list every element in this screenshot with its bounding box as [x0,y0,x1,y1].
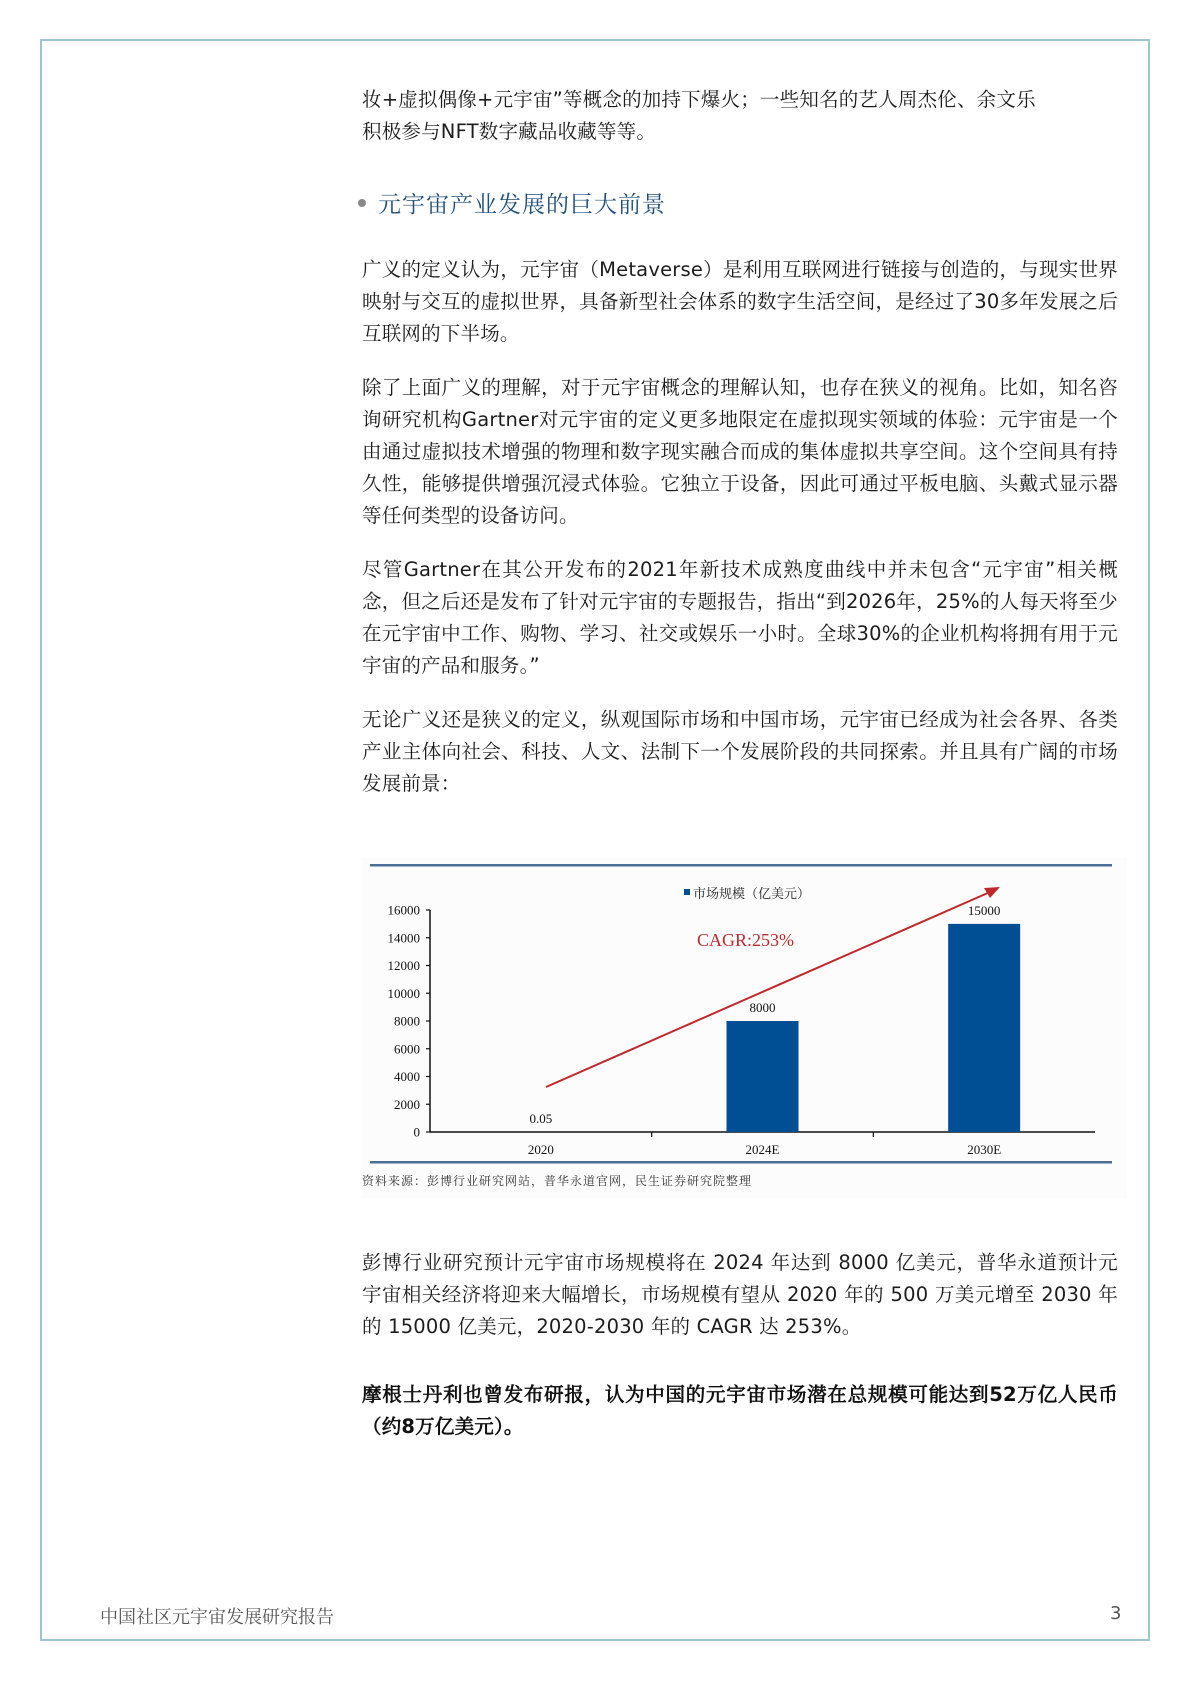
paragraph-broad-definition: 广义的定义认为，元宇宙（Metaverse）是利用互联网进行链接与创造的，与现实世界映射与交互的虚拟世界，具备新型社会体系的数字生活空间，是经过了30多年发展之后互联网的下半场。 [362,258,1118,345]
x-tick-label: 2020 [527,1142,554,1157]
market-size-chart [362,858,1127,1198]
legend-swatch [684,889,690,895]
bar [727,1021,799,1132]
x-tick-label: 2024E [745,1142,780,1157]
y-axis [388,903,431,1140]
chart-bottom-rule [370,1161,1112,1164]
paragraph-bloomberg-pwc: 彭博行业研究预计元宇宙市场规模将在 2024 年达到 8000 亿美元，普华永道预计元宇宙相关经济将迎来大幅增长，市场规模有望从 2020 年的 500 万美元增至 2030 年的 15000 亿美元，2020-2030 年的 CAGR 达 253%。 [362,1251,1118,1338]
y-tick-label: 4000 [394,1069,420,1084]
chart-source: 资料来源：彭博行业研究网站，普华永道官网，民生证券研究院整理 [362,1174,753,1188]
bar-value-label: 8000 [749,1000,776,1015]
section-heading [358,186,666,219]
y-tick-label: 8000 [394,1013,420,1029]
bullet-icon [358,199,366,207]
intro-paragraph [362,84,1118,148]
y-tick-label: 6000 [394,1041,420,1057]
y-tick-label: 0 [413,1124,420,1140]
cagr-label: CAGR:253% [697,930,795,950]
y-tick-label: 16000 [387,902,420,918]
y-tick-label: 2000 [394,1096,420,1112]
bar [948,924,1020,1132]
y-tick-label: 10000 [387,985,420,1001]
paragraph-morgan-stanley: 摩根士丹利也曾发布研报，认为中国的元宇宙市场潜在总规模可能达到52万亿人民币（约8万亿美元）。 [362,1383,1118,1438]
chart-top-rule [370,864,1112,867]
paragraph-narrow-definition: 除了上面广义的理解，对于元宇宙概念的理解认知，也存在狭义的视角。比如，知名咨询研究机构Gartner对元宇宙的定义更多地限定在虚拟现实领域的体验：元宇宙是一个由通过虚拟技术增强的物理和数字现实融合而成的集体虚拟共享空间。这个空间具有持久性，能够提供增强沉浸式体验。它独立于设备，因此可通过平板电脑、头戴式显示器等任何类型的设备访问。 [362,376,1118,527]
intro-line-2: 积极参与NFT数字藏品收藏等等。 [362,120,657,143]
bar-value-label: 15000 [967,902,1001,918]
x-tick-label: 2030E [967,1142,1002,1157]
chart-legend [684,886,810,902]
paragraph-gartner: 尽管Gartner在其公开发布的2021年新技术成熟度曲线中并未包含“元宇宙”相关概念，但之后还是发布了针对元宇宙的专题报告，指出“到2026年，25%的人每天将至少在元宇宙中工作、购物、学习、社交或娱乐一小时。全球30%的企业机构将拥有用于元宇宙的产品和服务。” [362,558,1118,677]
x-axis [430,1132,1095,1157]
y-tick-label: 12000 [387,958,420,973]
chart-svg [362,858,1127,1198]
y-tick-label: 14000 [387,930,420,946]
intro-line-1: 妆+虚拟偶像+元宇宙”等概念的加持下爆火；一些知名的艺人周杰伦、余文乐 [362,88,1036,111]
bar-value-label: 0.05 [529,1110,553,1126]
paragraph-market-outlook: 无论广义还是狭义的定义，纵观国际市场和中国市场，元宇宙已经成为社会各界、各类产业主体向社会、科技、人文、法制下一个发展阶段的共同探索。并且具有广阔的市场发展前景： [362,708,1118,795]
page-number: 3 [1110,1603,1122,1624]
section-heading-text: 元宇宙产业发展的巨大前景 [378,192,666,218]
legend-label: 市场规模（亿美元） [693,887,811,902]
footer-report-title: 中国社区元宇宙发展研究报告 [100,1607,334,1628]
